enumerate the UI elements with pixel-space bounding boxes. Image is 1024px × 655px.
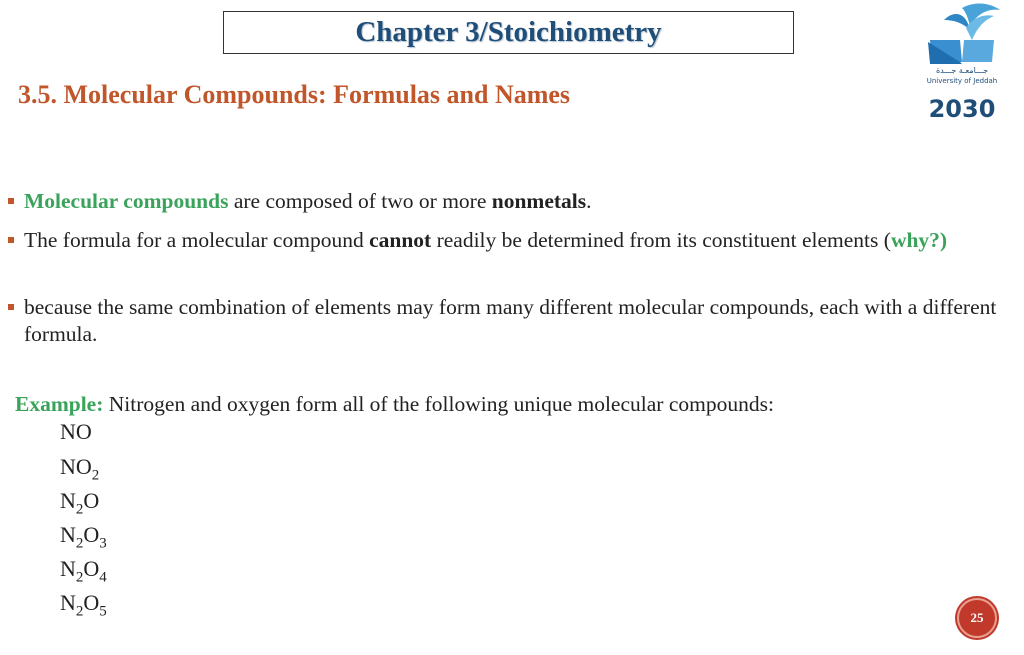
- why-question: why?): [890, 228, 948, 252]
- slide-title: Chapter 3/Stoichiometry: [355, 16, 662, 48]
- svg-text:University of Jeddah: University of Jeddah: [926, 77, 998, 85]
- formula-no: NO: [60, 419, 92, 444]
- page-number: 25: [970, 610, 984, 625]
- term-molecular-compounds: Molecular compounds: [24, 189, 229, 213]
- page-number-badge: [957, 598, 997, 638]
- section-heading: 3.5. Molecular Compounds: Formulas and Names: [18, 80, 571, 109]
- bullet-marker: [8, 237, 14, 243]
- formula-no2: $NO_2$: [60, 454, 100, 484]
- bullet-marker: [8, 198, 14, 204]
- formula-n2o3: $N_2O_3$: [60, 522, 107, 552]
- title-box: [223, 11, 794, 54]
- formula-n2o: $N_2O$: [60, 488, 100, 518]
- svg-text:جـــامعـة جـــدة: جـــامعـة جـــدة: [935, 66, 989, 75]
- bullet-3: because the same combination of elements may form many different molecular compounds, each with a different formula.: [8, 294, 998, 348]
- example-line: Example: Nitrogen and oxygen form all of the following unique molecular compounds:: [15, 392, 774, 416]
- bullet-2: The formula for a molecular compound cannot readily be determined from its constituent elements (why?): [8, 227, 998, 254]
- svg-text:2030: 2030: [928, 95, 996, 123]
- university-logo: [922, 0, 1002, 125]
- formula-n2o4: $N_2O_4$: [60, 556, 107, 586]
- bullet-1: Molecular compounds are composed of two or more nonmetals.: [8, 188, 998, 215]
- bullet-marker: [8, 304, 14, 310]
- formula-n2o5: $N_2O_5$: [60, 590, 107, 620]
- example-label: Example:: [15, 392, 104, 416]
